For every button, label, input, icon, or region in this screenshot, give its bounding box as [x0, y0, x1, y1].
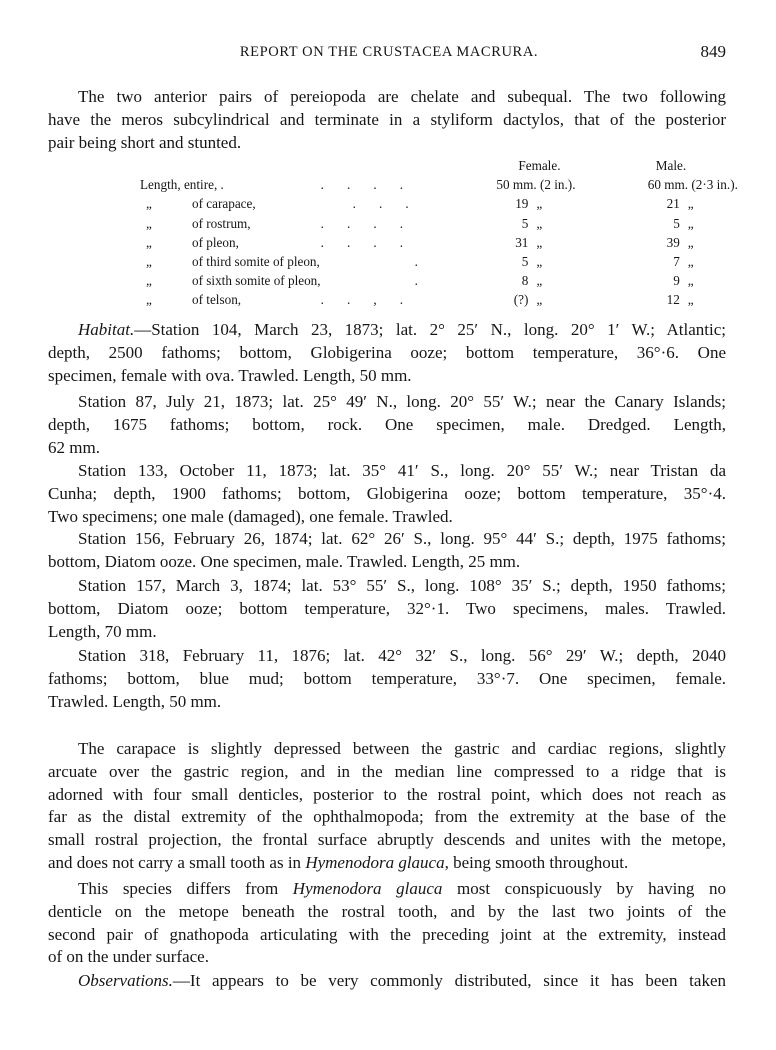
text-line: and does not carry a small tooth as in: [48, 852, 306, 872]
text-line: denticle on the metope beneath the rostral tooth, and by the last two joints of the: [48, 901, 726, 921]
row-label: of rostrum,: [192, 215, 251, 231]
female-value: (?): [513, 292, 529, 308]
ditto-mark: „: [536, 215, 543, 231]
observations-label: Observations.: [78, 971, 173, 990]
table-row: [126, 212, 776, 231]
ditto-mark: „: [687, 292, 694, 308]
female-value: 31: [515, 234, 529, 250]
ditto-mark: „: [536, 234, 543, 250]
male-value: 39: [666, 234, 680, 250]
table-header-row: [126, 156, 776, 174]
habitat-station-133: [48, 460, 726, 528]
text-line: Station 156, February 26, 1874; lat. 62° 26′ S., long. 95° 44′ S.; depth, 1975 fathoms;: [78, 529, 726, 548]
ditto-mark: „: [687, 273, 694, 289]
text-line: have the meros subcylindrical and terminate in a styliform dactylos, that of the posterior: [48, 109, 726, 129]
text-line: Station 157, March 3, 1874; lat. 53° 55′ S., long. 108° 35′ S.; depth, 1950 fathoms;: [78, 576, 726, 595]
ditto-mark: „: [146, 273, 152, 289]
species-name: Hymenodora glauca: [292, 879, 443, 898]
ditto-mark: „: [536, 292, 543, 308]
ditto-mark: „: [536, 253, 543, 269]
habitat-station-87: [48, 391, 726, 459]
text-line: bottom, Diatom ooze. One specimen, male. Trawled. Length, 25 mm.: [48, 551, 521, 571]
table-row: [126, 289, 776, 308]
table-row: [126, 270, 776, 289]
text-line: pair being short and stunted.: [48, 132, 242, 152]
leader-dots: .: [414, 253, 418, 269]
male-value: 7: [673, 253, 680, 269]
female-value: 50 mm. (2 in.).: [496, 177, 576, 193]
male-column-header: Male.: [655, 158, 687, 173]
habitat-station-318: [48, 645, 726, 713]
running-title: REPORT ON THE CRUSTACEA MACRURA.: [239, 44, 539, 60]
ditto-mark: „: [146, 196, 152, 212]
text-line: far as the distal extremity of the ophthalmopoda; from the extremity at the base of the: [48, 807, 726, 827]
table-row: [126, 174, 776, 193]
row-label: of telson,: [192, 292, 242, 308]
row-label: of third somite of pleon,: [192, 253, 320, 269]
leader-dots: . . , .: [320, 292, 403, 308]
observations-paragraph: [48, 970, 726, 993]
table-row: [126, 193, 776, 212]
ditto-mark: „: [687, 215, 694, 231]
male-value: 5: [673, 215, 680, 231]
text-line: Station 133, October 11, 1873; lat. 35° 41′ S., long. 20° 55′ W.; near Tristan da: [78, 461, 726, 480]
carapace-description: [48, 738, 726, 875]
page-number: 849: [700, 42, 726, 61]
text-line: adorned with four small denticles, posterior to the rostral point, which does not reach as: [48, 784, 726, 804]
text-line: second pair of gnathopoda articulating with the preceding joint at the extremity, instead: [48, 924, 726, 944]
text-line: The carapace is slightly depressed between the gastric and cardiac regions, slightly: [78, 739, 726, 758]
male-value: 21: [666, 196, 680, 212]
text-line: 62 mm.: [48, 437, 100, 457]
female-value: 8: [521, 273, 529, 289]
text-line: depth, 2500 fathoms; bottom, Globigerina ooze; bottom temperature, 36°·6. One: [48, 342, 726, 362]
ditto-mark: „: [687, 253, 694, 269]
measurements-table: [126, 156, 776, 308]
running-header: [48, 44, 730, 66]
text-line: —It appears to be very commonly distributed, since it has been taken: [172, 971, 726, 990]
text-line: Length, 70 mm.: [48, 621, 157, 641]
text-line: —Station 104, March 23, 1873; lat. 2° 25′ N., long. 20° 1′ W.; Atlantic;: [134, 320, 726, 339]
leader-dots: . . .: [352, 196, 409, 212]
species-name: Hymenodora glauca: [305, 852, 445, 872]
text-line: Station 318, February 11, 1876; lat. 42° 32′ S., long. 56° 29′ W.; depth, 2040: [78, 646, 726, 665]
leader-dots: . . . .: [320, 177, 403, 193]
text-line: This species differs from: [78, 879, 293, 898]
table-row: [126, 232, 776, 251]
female-value: 5: [521, 215, 529, 231]
row-label: of carapace,: [192, 196, 256, 212]
text-line: , being smooth throughout.: [444, 852, 629, 872]
text-line: The two anterior pairs of pereiopoda are chelate and subequal. The two following: [78, 87, 726, 106]
text-line: depth, 1675 fathoms; bottom, rock. One specimen, male. Dredged. Length,: [48, 414, 726, 434]
text-line: bottom, Diatom ooze; bottom temperature, 32°·1. Two specimens, males. Trawled.: [48, 598, 726, 618]
male-value: 9: [673, 273, 680, 289]
female-value: 5: [521, 253, 529, 269]
ditto-mark: „: [146, 292, 152, 308]
female-column-header: Female.: [518, 158, 561, 173]
text-line: of on the under surface.: [48, 947, 209, 967]
habitat-station-156: [48, 528, 726, 574]
female-value: 19: [515, 196, 529, 212]
ditto-mark: „: [687, 196, 694, 212]
text-line: fathoms; bottom, blue mud; bottom temperature, 33°·7. One specimen, female.: [48, 668, 726, 688]
row-label: of sixth somite of pleon,: [192, 273, 321, 289]
text-line: arcuate over the gastric region, and in the median line compressed to a ridge that is: [48, 761, 726, 781]
text-line: specimen, female with ova. Trawled. Length, 50 mm.: [48, 365, 412, 385]
ditto-mark: „: [687, 234, 694, 250]
table-row: [126, 251, 776, 270]
ditto-mark: „: [146, 234, 152, 250]
ditto-mark: „: [536, 196, 543, 212]
text-line: Station 87, July 21, 1873; lat. 25° 49′ N., long. 20° 55′ W.; near the Canary Islands;: [78, 392, 726, 411]
habitat-label: Habitat.: [78, 320, 135, 339]
ditto-mark: „: [536, 273, 543, 289]
male-value: 12: [666, 292, 680, 308]
leader-dots: . . . .: [320, 234, 403, 250]
habitat-station-157: [48, 575, 726, 643]
text-line: Cunha; depth, 1900 fathoms; bottom, Globigerina ooze; bottom temperature, 35°·4.: [48, 483, 726, 503]
text-line: small rostral projection, the frontal surface abruptly descends and unites with the metope,: [48, 830, 726, 850]
ditto-mark: „: [146, 215, 152, 231]
text-line: Trawled. Length, 50 mm.: [48, 691, 222, 711]
habitat-station-104: [48, 319, 726, 387]
text-line: most conspicuously by having no: [442, 879, 726, 898]
row-label: Length, entire, .: [140, 177, 224, 193]
row-label: of pleon,: [192, 234, 239, 250]
leader-dots: .: [414, 273, 418, 289]
male-value: 60 mm. (2·3 in.).: [647, 177, 738, 193]
ditto-mark: „: [146, 253, 152, 269]
intro-paragraph: [48, 86, 726, 154]
text-line: Two specimens; one male (damaged), one female. Trawled.: [48, 506, 453, 526]
leader-dots: . . . .: [320, 215, 403, 231]
comparison-paragraph: [48, 878, 726, 969]
